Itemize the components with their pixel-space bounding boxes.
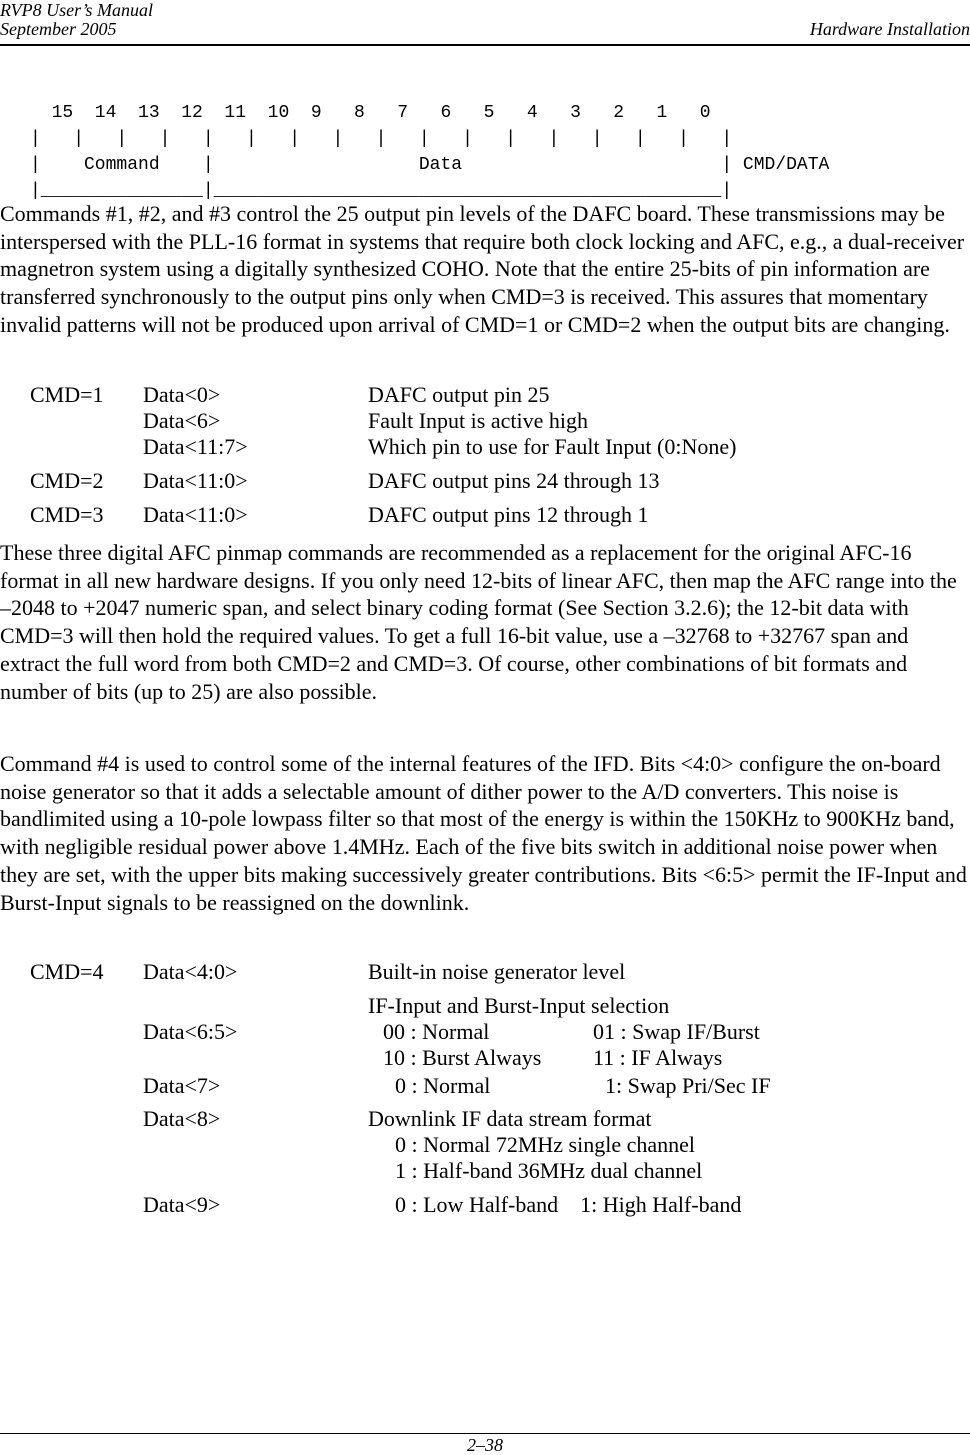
- cmd4-opt-8-single: 0 : Normal 72MHz single channel: [395, 1132, 695, 1157]
- cmd4-desc-6-5-title: IF-Input and Burst-Input selection: [368, 993, 670, 1018]
- cmd4-opt-9: 0 : Low Half-band 1: High Half-band: [395, 1192, 742, 1217]
- cmd4-desc-4-0: Built-in noise generator level: [368, 959, 626, 984]
- cmd4-opt-00: 00 : Normal: [383, 1019, 490, 1044]
- cmd3-desc: DAFC output pins 12 through 1: [368, 502, 649, 527]
- cmd1-desc-0: DAFC output pin 25: [368, 382, 550, 407]
- bit-field-diagram: 15 14 13 12 11 10 9 8 7 6 5 4 3 2 1 0 | | | | | | | | | | | | | | | | | | Command | Data | CMD/DATA |_______________|_______________________________________________|: [30, 103, 830, 201]
- cmd4-field-7: Data<7>: [143, 1073, 221, 1098]
- paragraph-command-4: Command #4 is used to control some of the internal features of the IFD. Bits <4:0> configure the on-board noise generator so that it adds a selectable amount of dither power to the A/D converters. This noise is bandlimited using a 10-pole lowpass filter so that most of the energy is within the 150KHz to 900KHz band, with negligible residual power above 1.4MHz. Each of the five bits switch in additional noise power when they are set, with the upper bits making successively greater contributions. Bits <6:5> permit the IF-Input and Burst-Input signals to be reassigned on the downlink.: [0, 751, 967, 915]
- cmd4-opt-8-dual: 1 : Half-band 36MHz dual channel: [395, 1158, 703, 1183]
- cmd1-field-11-7: Data<11:7>: [143, 434, 248, 459]
- cmd4-field-6-5: Data<6:5>: [143, 1019, 238, 1044]
- manual-title: RVP8 User’s Manual: [0, 0, 153, 20]
- cmd4-opt-01: 01 : Swap IF/Burst: [593, 1019, 760, 1044]
- page-number: 2–38: [467, 1435, 503, 1455]
- section-title: Hardware Installation: [809, 19, 970, 39]
- footer-rule: [0, 1433, 970, 1434]
- cmd2-desc: DAFC output pins 24 through 13: [368, 468, 660, 493]
- cmd3-label: CMD=3: [30, 502, 104, 527]
- cmd1-desc-11-7: Which pin to use for Fault Input (0:None): [368, 434, 737, 459]
- cmd1-field-6: Data<6>: [143, 408, 221, 433]
- cmd4-desc-8-title: Downlink IF data stream format: [368, 1106, 652, 1131]
- cmd4-opt-11: 11 : IF Always: [593, 1045, 723, 1070]
- paragraph-dafc-commands: Commands #1, #2, and #3 control the 25 output pin levels of the DAFC board. These transmissions may be interspersed with the PLL-16 format in systems that require both clock locking and AFC, e.g., a dual-receiver magnetron system using a digitally synthesized COHO. Note that the entire 25-bits of pin information are transferred synchronously to the output pins only when CMD=3 is received. This assures that momentary invalid patterns will not be produced upon arrival of CMD=1 or CMD=2 when the output bits are changing.: [0, 201, 965, 337]
- cmd1-field-0: Data<0>: [143, 382, 221, 407]
- cmd4-opt-7-swap: 1: Swap Pri/Sec IF: [605, 1073, 771, 1098]
- cmd4-opt-7-normal: 0 : Normal: [395, 1073, 491, 1098]
- cmd2-field: Data<11:0>: [143, 468, 248, 493]
- manual-date: September 2005: [0, 19, 117, 39]
- cmd4-field-8: Data<8>: [143, 1106, 221, 1131]
- cmd4-label: CMD=4: [30, 959, 104, 984]
- cmd4-opt-10: 10 : Burst Always: [383, 1045, 542, 1070]
- cmd4-field-4-0: Data<4:0>: [143, 959, 238, 984]
- paragraph-afc-pinmap: These three digital AFC pinmap commands are recommended as a replacement for the original AFC-16 format in all new hardware designs. If you only need 12-bits of linear AFC, then map the AFC range into the –2048 to +2047 numeric span, and select binary coding format (See Section 3.2.6); the 12-bit data with CMD=3 will then hold the required values. To get a full 16-bit value, use a –32768 to +32767 span and extract the full word from both CMD=2 and CMD=3. Of course, other combinations of bit formats and number of bits (up to 25) are also possible.: [0, 540, 957, 704]
- cmd3-field: Data<11:0>: [143, 502, 248, 527]
- cmd2-label: CMD=2: [30, 468, 104, 493]
- cmd4-field-9: Data<9>: [143, 1192, 221, 1217]
- cmd1-label: CMD=1: [30, 382, 104, 407]
- cmd1-desc-6: Fault Input is active high: [368, 408, 588, 433]
- page-header: [0, 0, 970, 46]
